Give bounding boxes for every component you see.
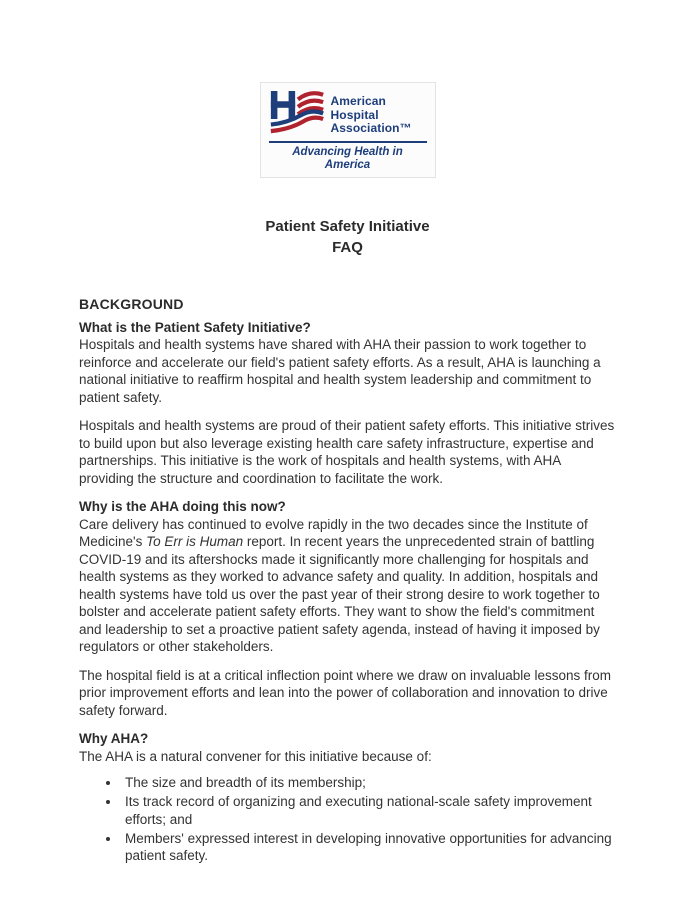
- paragraph: Hospitals and health systems are proud of their patient safety efforts. This initiative strives to build upon but also leverage existing health care safety infrastructure, expertise and partnerships. This initiative is the work of hospitals and health systems, with AHA providing the structure and coordination to facilitate the work.: [79, 418, 615, 486]
- aha-logo-mark-icon: [269, 90, 325, 134]
- section-why-now: [79, 498, 616, 719]
- section-what-is-initiative: [79, 319, 616, 488]
- aha-logo-name: [331, 95, 427, 136]
- paragraph-text: Care delivery has continued to evolve rapidly in the two decades since the Institute of Medicine's: [79, 516, 588, 549]
- paragraph: [79, 516, 616, 656]
- list-item: • The size and breadth of its membership;: [121, 774, 616, 792]
- section-why-aha: [79, 730, 616, 865]
- background-heading: BACKGROUND: [79, 295, 184, 312]
- list-item: • Its track record of organizing and executing national-scale safety improvement efforts; and: [121, 793, 616, 828]
- logo-row: [79, 82, 616, 178]
- logo-name-line2: Association™: [330, 121, 412, 135]
- paragraph: The AHA is a natural convener for this initiative because of:: [79, 748, 432, 764]
- paragraph: Hospitals and health systems have shared with AHA their passion to work together to reinforce and accelerate our field's patient safety efforts. As a result, AHA is launching a national initiative to reaffirm hospital and health system leadership and commitment to patient safety.: [79, 337, 601, 405]
- reason-bullet-list: [79, 774, 616, 865]
- logo-divider: [269, 141, 427, 143]
- question-heading: What is the Patient Safety Initiative?: [79, 319, 311, 335]
- logo-name-line1: American Hospital: [330, 94, 386, 122]
- title-line1: Patient Safety Initiative: [265, 217, 430, 235]
- paragraph-text: report. In recent years the unprecedented strain of battling COVID-19 and its aftershocks made it significantly more challenging for hospitals and health systems as they worked to advance safety and quality. In addition, hospitals and health systems have told us over the past year of their strong desire to work together to bolster and accelerate patient safety efforts. They want to show the field's commitment and leadership to set a proactive patient safety agenda, instead of having it imposed by regulators or other stakeholders.: [79, 534, 600, 654]
- question-heading: Why is the AHA doing this now?: [79, 499, 286, 514]
- logo-tagline: Advancing Health in America: [292, 145, 403, 171]
- title-line2: FAQ: [332, 238, 363, 256]
- question-heading: Why AHA?: [79, 731, 149, 746]
- paragraph: The hospital field is at a critical inflection point where we draw on invaluable lessons from prior improvement efforts and lean into the power of collaboration and innovation to drive safety forward.: [79, 667, 612, 718]
- list-item: • Members' expressed interest in developing innovative opportunities for advancing patient safety.: [121, 830, 616, 865]
- logo-top: [269, 89, 427, 136]
- book-title-italic: To Err is Human: [146, 534, 244, 549]
- aha-logo: [260, 82, 436, 178]
- document-title: [79, 216, 616, 258]
